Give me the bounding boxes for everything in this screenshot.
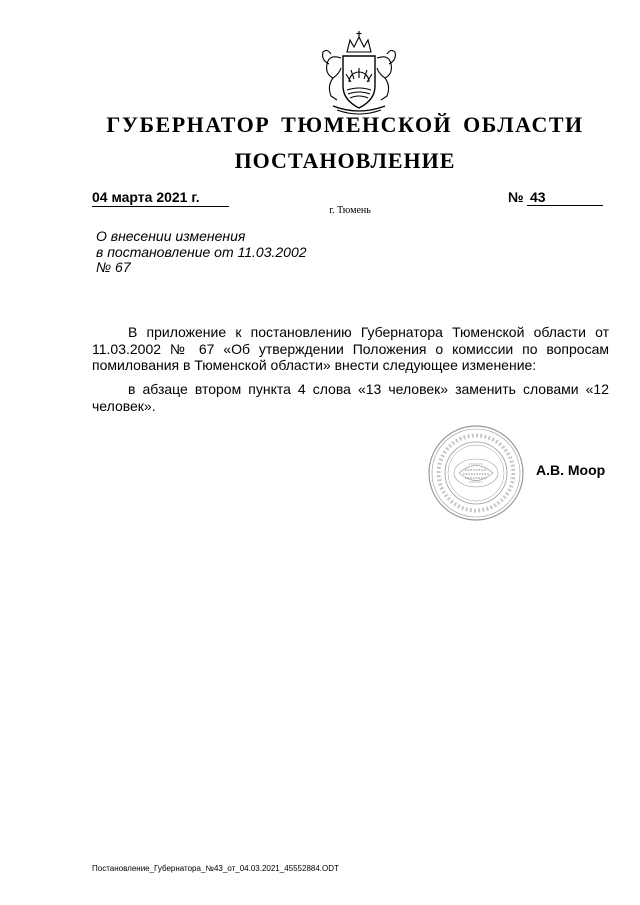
subject-line-1: О внесении изменения xyxy=(96,228,246,244)
city-label: г. Тюмень xyxy=(329,205,371,216)
number-label: № xyxy=(508,189,524,205)
footer-filename: Постановление_Губернатора_№43_от_04.03.2021_45552884.ODT xyxy=(92,864,339,873)
signatory-name: А.В. Моор xyxy=(536,462,606,478)
official-seal-icon xyxy=(427,424,525,522)
subject-line-3: № 67 xyxy=(96,259,131,275)
subject-block xyxy=(96,229,307,276)
body-paragraph-2: в абзаце втором пункта 4 слова «13 человек» заменить словами «12 человек». xyxy=(92,381,609,414)
subject-line-2: в постановление от 11.03.2002 xyxy=(96,243,307,260)
authority-title: ГУБЕРНАТОР ТЮМЕНСКОЙ ОБЛАСТИ xyxy=(106,112,584,137)
document-type-title: ПОСТАНОВЛЕНИЕ xyxy=(234,148,456,173)
document-date: 04 марта 2021 г. xyxy=(92,189,229,207)
document-number: 43 xyxy=(527,189,603,206)
coat-of-arms-icon xyxy=(313,28,405,116)
body-paragraph-1: В приложение к постановлению Губернатора Тюменской области от 11.03.2002 № 67 «Об утверждении Положения о комиссии по вопросам помилования в Тюменской области» внести следующее изменение: xyxy=(92,324,609,373)
